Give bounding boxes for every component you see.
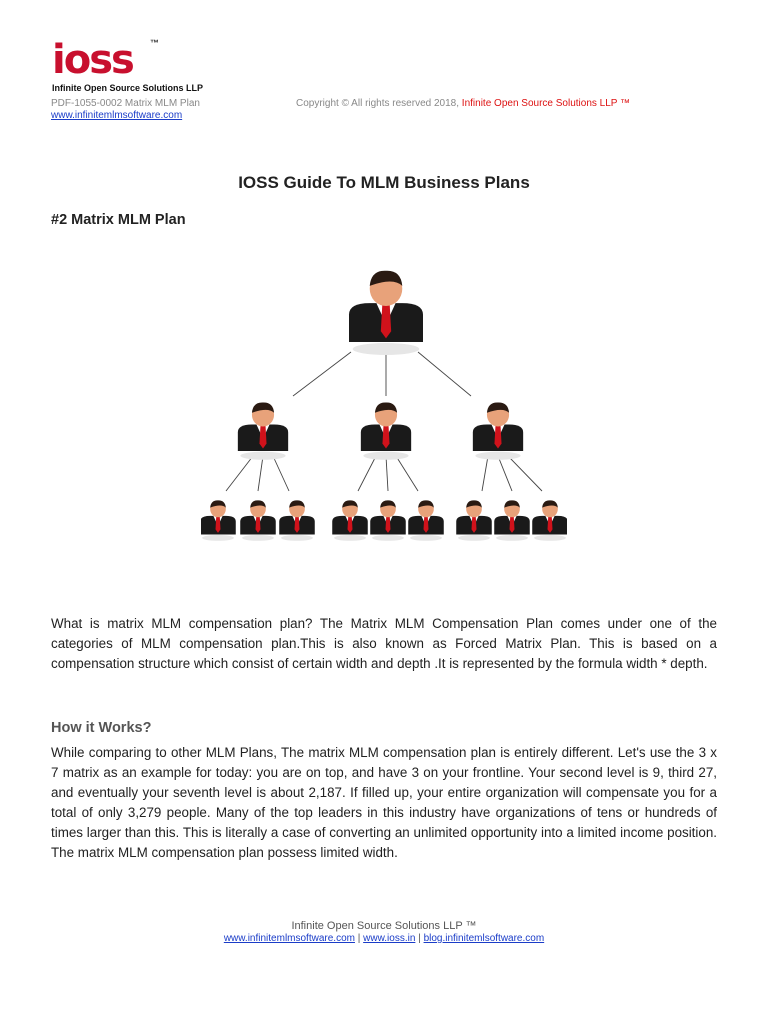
copyright-text: Copyright © All rights reserved 2018, (296, 98, 460, 109)
person-level-2 (456, 500, 492, 540)
footer-separator: | (418, 933, 421, 944)
footer-links (0, 933, 768, 944)
how-it-works-paragraph: While comparing to other MLM Plans, The matrix MLM compensation plan is entirely different. Let's use the 3 x 7 matrix as an example for today: you are on top, and have 3 on your frontline. Your second level is 9, third 27, and eventually your seventh level is about 2,187. If filled up, your entire organization will compensate you for a total of only 3,279 people. Many of the top leaders in this industry have organizations of tens or hundreds of times larger than this. This is literally a case of converting an unlimited opportunity into a limited income position. The matrix MLM compensation plan possess limited width. (51, 745, 717, 860)
connector-line (293, 352, 351, 396)
copyright-notice (296, 98, 630, 109)
connector-line (482, 456, 488, 491)
connector-line (386, 456, 388, 491)
section-subtitle: #2 Matrix MLM Plan (51, 212, 186, 228)
connector-line (358, 456, 376, 491)
footer-link-blog[interactable]: blog.infinitemlsoftware.com (423, 933, 545, 944)
person-level-2 (370, 500, 406, 540)
connector-line (258, 456, 263, 491)
matrix-plan-diagram (201, 266, 567, 610)
person-level-2 (408, 500, 444, 540)
page-title: IOSS Guide To MLM Business Plans (238, 173, 530, 192)
person-level-2 (279, 500, 315, 540)
footer-link-ioss[interactable]: www.ioss.in (363, 933, 416, 944)
person-level-1 (361, 402, 411, 459)
logo-company-name: Infinite Open Source Solutions LLP (52, 83, 204, 93)
person-top (349, 271, 423, 355)
person-level-2 (332, 500, 368, 540)
connector-line (226, 456, 253, 491)
document-id: PDF-1055-0002 Matrix MLM Plan (51, 98, 200, 109)
connector-line (273, 456, 289, 491)
company-logo (52, 38, 202, 98)
person-level-2 (494, 500, 530, 540)
header-website-link[interactable]: www.infinitemlmsoftware.com (51, 110, 183, 121)
logo-trademark: ™ (150, 38, 159, 48)
footer-separator: | (357, 933, 361, 944)
logo-wordmark: ioss (52, 37, 133, 83)
person-level-2 (201, 500, 236, 540)
copyright-company: Infinite Open Source Solutions LLP ™ (461, 98, 631, 109)
footer-company: Infinite Open Source Solutions LLP ™ (291, 920, 477, 932)
person-level-2 (532, 500, 567, 540)
intro-paragraph: What is matrix MLM compensation plan? The Matrix MLM Compensation Plan comes under one of the categories of MLM compensation plan.This is also known as Forced Matrix Plan. This is based on a compensation structure which consist of certain width and depth .It is represented by the formula width * depth. (51, 616, 717, 671)
person-level-1 (238, 402, 288, 459)
connector-line (508, 456, 542, 491)
people-nodes (201, 271, 567, 541)
how-it-works-heading: How it Works? (51, 720, 152, 736)
person-level-1 (473, 402, 523, 459)
person-level-2 (240, 500, 276, 540)
connector-line (396, 456, 418, 491)
connector-line (418, 352, 471, 396)
connector-line (498, 456, 512, 491)
footer-link-infinitemlmsoftware[interactable]: www.infinitemlmsoftware.com (223, 933, 355, 944)
